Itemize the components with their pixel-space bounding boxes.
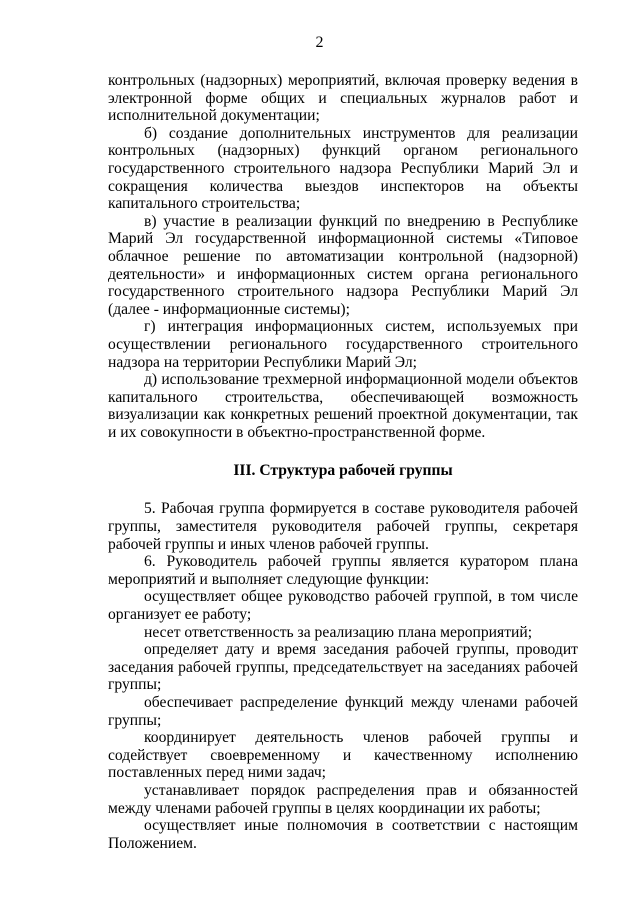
list-item-v: в) участие в реализации функций по внедрению в Республике Марий Эл государственной информационной системы «Типовое облачное решение по автоматизации контрольной (надзорной) деятельности» и информационных систем органа регионального государственного строительного надзора Республики Марий Эл (далее - информационные системы); bbox=[108, 212, 578, 318]
function-distribution: обеспечивает распределение функций между членами рабочей группы; bbox=[108, 694, 578, 729]
document-body bbox=[108, 72, 578, 852]
paragraph-6: 6. Руководитель рабочей группы является куратором плана мероприятий и выполняет следующие функции: bbox=[108, 553, 578, 588]
function-responsibility: несет ответственность за реализацию плана мероприятий; bbox=[144, 623, 533, 641]
section-heading: III. Структура рабочей группы bbox=[233, 462, 453, 480]
function-coordination: координирует деятельность членов рабочей группы и содействует своевременному и качественному исполнению поставленных перед ними задач; bbox=[108, 729, 578, 782]
function-meetings: определяет дату и время заседания рабочей группы, проводит заседания рабочей группы, председательствует на заседаниях рабочей группы; bbox=[108, 641, 578, 694]
paragraph-continuation: контрольных (надзорных) мероприятий, включая проверку ведения в электронной форме общих и специальных журналов работ и исполнительной документации; bbox=[108, 72, 578, 125]
page-number: 2 bbox=[315, 34, 324, 51]
function-other-powers: осуществляет иные полномочия в соответствии с настоящим Положением. bbox=[108, 817, 578, 852]
function-general-management: осуществляет общее руководство рабочей группой, в том числе организует ее работу; bbox=[108, 588, 578, 624]
list-item-d: д) использование трехмерной информационной модели объектов капитального строительства, обеспечивающей возможность визуализации как конкретных решений проектной документации, так и их совокупности в объектно-пространственной форме. bbox=[108, 371, 578, 441]
list-item-g: г) интеграция информационных систем, используемых при осуществлении регионального государственного строительного надзора на территории Республики Марий Эл; bbox=[108, 318, 578, 371]
function-rights-order: устанавливает порядок распределения прав и обязанностей между членами рабочей группы в целях координации их работы; bbox=[108, 781, 578, 817]
list-item-b: б) создание дополнительных инструментов для реализации контрольных (надзорных) функций органом регионального государственного строительного надзора Республики Марий Эл и сокращения количества выездов инспекторов на объекты капитального строительства; bbox=[108, 124, 578, 213]
paragraph-5: 5. Рабочая группа формируется в составе руководителя рабочей группы, заместителя руководителя рабочей группы, секретаря рабочей группы и иных членов рабочей группы. bbox=[108, 500, 578, 553]
